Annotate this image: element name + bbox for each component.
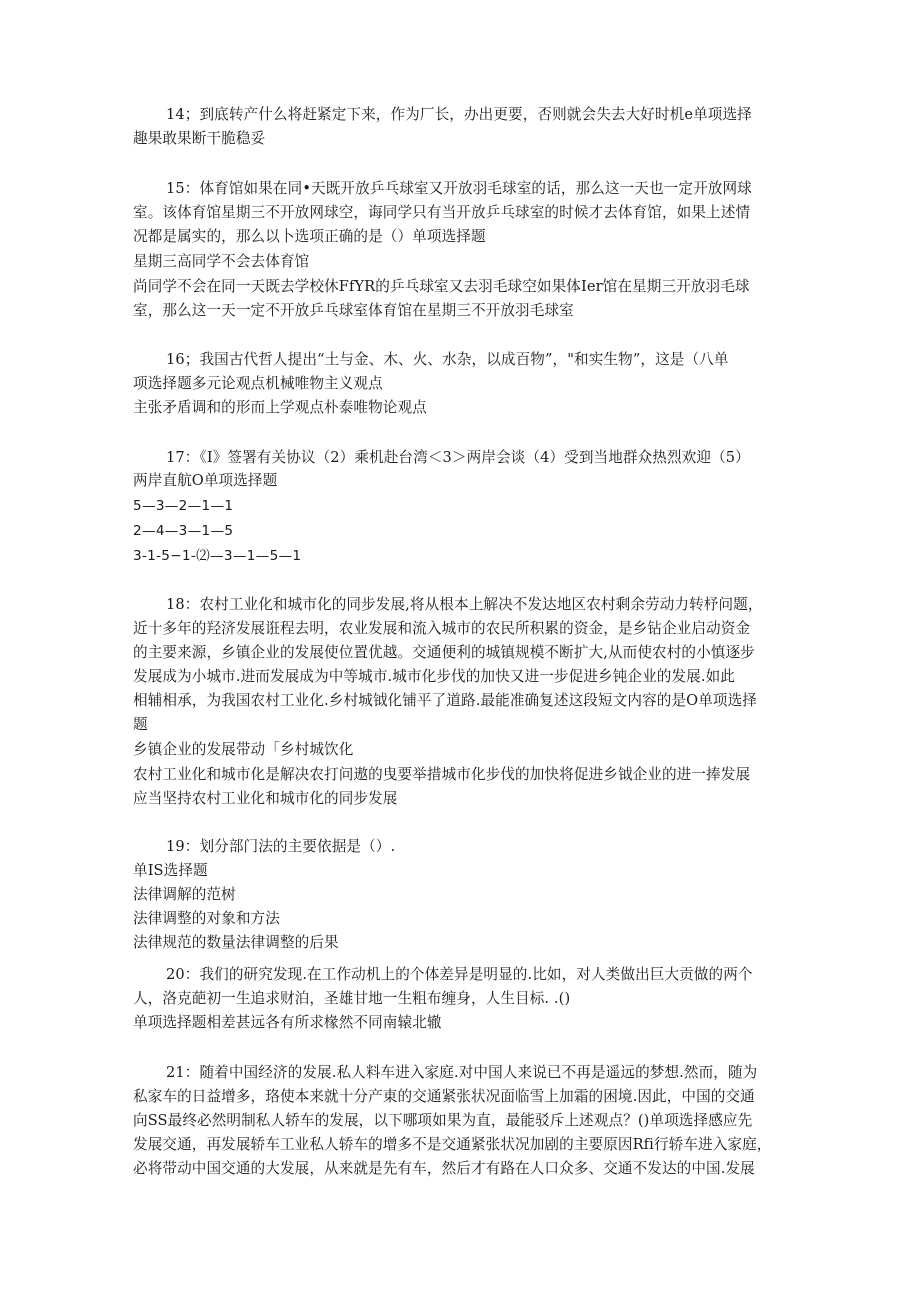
q21-line-5: 必将带动中国交通的大发展，从来就是先有车，然后才有路在人口众多、交通不发达的中国.发展 [133,1160,755,1177]
q18-line-6: 题 [133,716,148,733]
q18-option-3: 应当坚持农村工业化和城市化的同步发展 [133,790,398,807]
q18-line-2: 近十多年的羟济发展诳程去明，农业发展和流入城市的农民所积累的资金，是乡钻企业启动资金 [133,620,751,637]
q19-line-2: 单IS选择题 [133,862,208,879]
q20-line-2: 人，洛克葩初一生追求财泊，圣雄甘地一生粗布缠身，人生目标. .() [133,990,571,1007]
q17-line-1: 17：《I》签署有关协议（2）乘机赴台湾＜3＞两岸会谈（4）受到当地群众热烈欢迎（5） [166,449,750,466]
q18-option-2: 农村工业化和城市化是解决农打问遨的曳要举措城市化步伐的加快将促进乡钺企业的进一捧发展 [133,766,751,783]
q21-line-1: 21：随着中国经济的发展.私人料车进入家庭.对中国人来说已不再是遥远的梦想.然而，随为 [166,1064,758,1081]
q20-line-1: 20：我们的研究发现.在工作动机上的个体差异是明显的.比如，对人类做出巨大贡做的两个 [166,966,753,983]
q19-line-1: 19：划分部门法的主要依据是（）. [166,838,396,855]
q18-line-4: 发展成为小城市.进而发展成为中等城市.城市化步伐的加快又进一步促进乡钝企业的发展.如此 [133,668,735,685]
q15-line-1: 15：体育馆如果在同•天既开放乒乓球室又开放羽毛球室的话，那么这一天也一定开放网球 [166,180,752,197]
q18-line-1: 18：农村工业化和城市化的同步发展,将从根本上解决不发达地区农村剩余劳动力转杼问题， [166,596,763,613]
q21-line-2: 私家车的日益增多，珞使本来就十分产東的交通紧张状况面临雪上加霜的困境.因此，中国的交通 [133,1088,755,1105]
q17-line-2: 两岸直航O单项选择题 [133,472,278,489]
q15-option-3: 室，那么这一天一定不开放乒乓球室体育馆在星期三不开放羽毛球室 [133,302,574,319]
q17-option-2: 2—4—3—1—5 [133,523,234,539]
q15-line-2: 室。该体育馆星期三不开放网球空，诲同学只有当开放乒乓球室的时候才去体育馆，如果上述情 [133,204,751,221]
q21-line-3: 向SS最终必然明制私人轿车的发展，以下哪项如果为直，最能驳斥上述观点？()单项选择感应先 [133,1112,753,1129]
q17-option-1: 5—3—2—1—1 [133,498,234,514]
q14-line-1: 14；到底转产什么将赶紧定下来，作为厂长，办出更要，否则就会失去大好时机e单项选择 [166,106,752,123]
q21-line-4: 发展交通，再发展轿车工业私人轿车的增多不是交通紧张状况加剧的主要原因Rfi行轿车进入家庭， [133,1136,772,1153]
q20-line-3: 单项选择题相差甚远各有所求椽然不同南辕北辙 [133,1014,442,1031]
q18-line-3: 的主要来源，乡镇企业的发展使位置优越。交通便利的城镇规模不断扩大,从而使农村的小慎逐步 [133,644,755,661]
q19-option-1: 法律调解的范树 [133,886,236,903]
q19-option-3: 法律规范的数量法律调整的后果 [133,934,339,951]
q16-line-1: 16；我国古代哲人提出“土与金、木、火、水杂，以成百物”，"和实生物”，这是（八单 [166,351,729,368]
q17-option-3: 3-1-5−1-⑵—3—1—5—1 [133,548,302,564]
q19-option-2: 法律调整的对象和方法 [133,910,280,927]
q18-line-5: 相辅相承，为我国农村工业化.乡村城钺化铺平了道路.最能准确复述这段短文内容的是O单项选择 [133,692,757,709]
q15-option-2: 尚同学不会在同一天既去学校休FfYR的乒乓球室又去羽毛球空如果体Ier馆在星期三开放羽毛球 [133,278,750,295]
q16-line-3: 主张矛盾调和的形而上学观点朴泰唯物论观点 [133,399,427,416]
q15-line-3: 况都是属实的，那么以卜选项正确的是（）单项选择题 [133,228,486,245]
q15-option-1: 星期三高同学不会去体育馆 [133,253,310,270]
q16-line-2: 项选择题多元论观点机械唯物主义观点 [133,375,383,392]
q18-option-1: 乡镇企业的发展带动「乡村城饮化 [133,741,354,758]
q14-line-2: 趣果敢果断干脆稳妥 [133,130,266,147]
